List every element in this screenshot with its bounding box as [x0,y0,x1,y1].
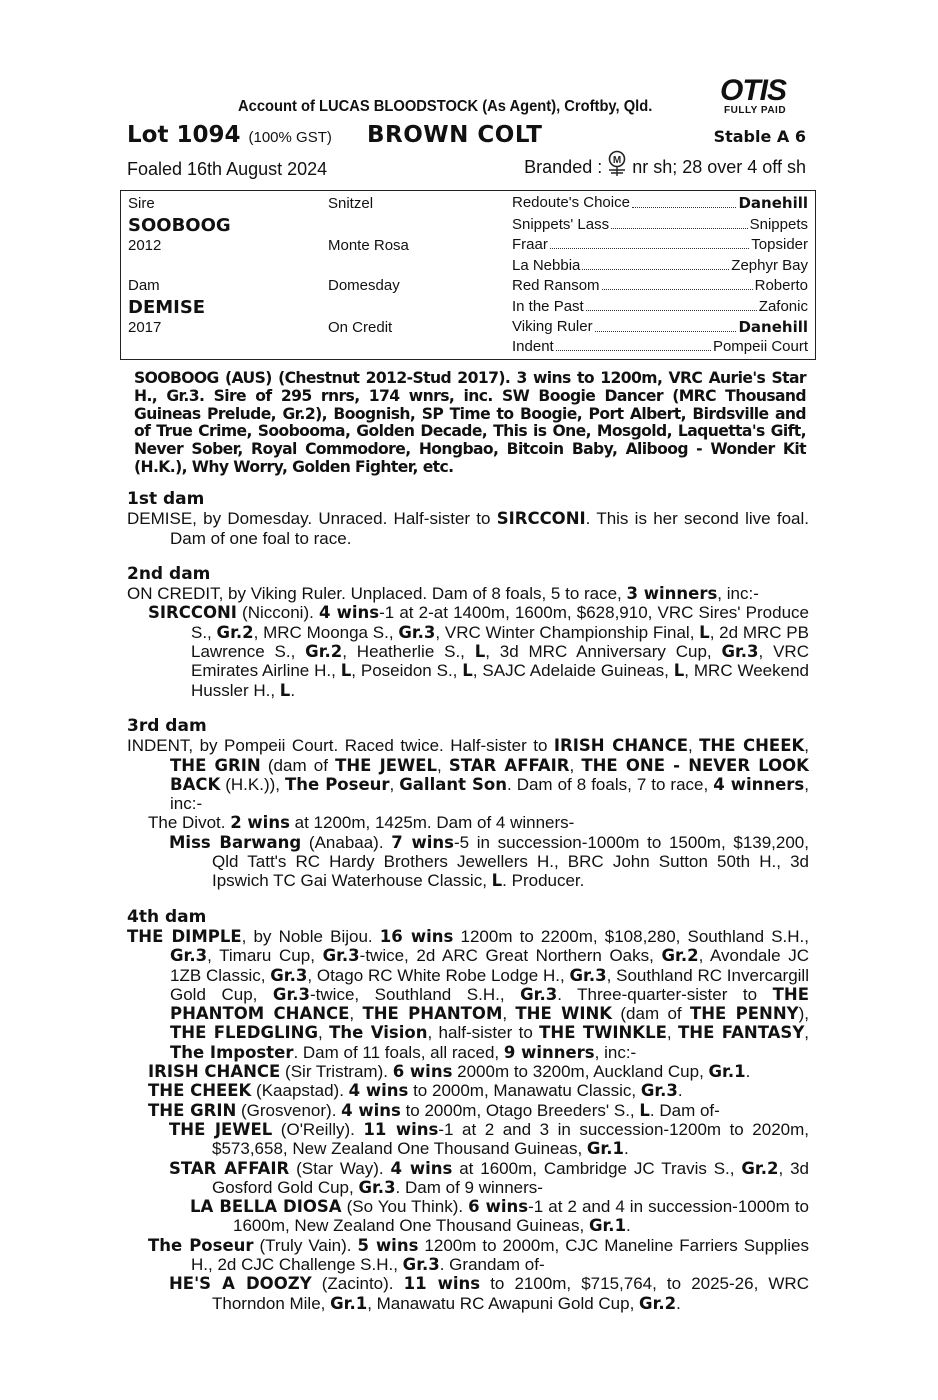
text: -1 at 2 and 4 in succession-1000m to 1600m, New Zealand One Thousand Guineas, [233,1197,810,1236]
text: to 2100m, $715,764, to 2025-26, WRC Thorndon Mile, [212,1274,809,1313]
otis-fully-paid: FULLY PAID [724,105,787,116]
g3-sire: Snippets [749,216,808,233]
section-heading: 1st dam [127,489,205,509]
bold-text: THE TWINKLE [539,1023,667,1043]
text: . This is her second live foal. Dam of one foal to race. [170,509,809,548]
bold-text: THE PHANTOM [362,1004,503,1024]
text: . Three-quarter-sister to [557,984,773,1004]
bold-text: IRISH CHANCE [553,736,688,756]
bold-text: Gr.3 [272,984,310,1004]
g3-dam: Snippets' Lass [512,216,610,233]
text: , [569,755,582,775]
bold-text: THE CHEEK [699,736,805,756]
bold-text: 2 wins [230,813,290,833]
pedigree-entry [127,1120,809,1159]
text: ), [798,1004,809,1024]
pedigree-g3-row [512,277,808,294]
vendor-account: Account of LUCAS BLOODSTOCK (As Agent), Croftby, Qld. [238,98,653,115]
text: , 3d Gosford Gold Cup, [212,1158,809,1197]
text: , Heatherlie S., [342,642,475,662]
text: , [687,736,700,756]
pedigree-g3-row [512,318,808,336]
leader-dots [602,277,753,290]
pedigree-entry [127,1159,809,1198]
bold-text: Gr.3 [569,965,607,985]
text: , 2d MRC PB Lawrence S., [191,622,809,662]
bold-text: 4 wins [390,1158,453,1178]
text: . [677,1081,683,1101]
pedigree-entry [127,1197,809,1236]
leader-dots [595,318,737,332]
pedigree-entry [127,1236,809,1275]
lot-heading [127,122,809,152]
bold-text: The Poseur [285,774,390,794]
bold-text: Gr.3 [520,984,558,1004]
g3-sire: Roberto [754,277,808,294]
bold-text: L [340,661,352,681]
section-heading: 4th dam [127,906,207,927]
bold-text: 5 wins [357,1235,419,1255]
text: -1 at 2 and 3 in succession-1200m to 2020m, $573,658, New Zealand One Thousand Guineas, [212,1119,809,1159]
text: 1200m to 2200m, $108,280, Southland S.H., [453,926,809,946]
section-heading: 2nd dam [127,563,211,584]
g3-dam: La Nebbia [512,257,581,274]
g3-dam: Fraar [512,236,548,253]
bold-text: Gr.2 [639,1293,677,1313]
bold-text: L [673,661,685,681]
bold-text: SIRCCONI [496,509,586,529]
bold-text: 11 wins [363,1119,439,1139]
pedigree-entry [127,927,809,1062]
text: (Kaapstad). [251,1081,349,1101]
bold-text: The Poseur [148,1235,254,1255]
bold-text: THE GRIN [170,755,261,775]
dam-year: 2017 [128,319,162,336]
bold-text: L [462,661,473,681]
text: . Grandam of- [439,1254,545,1274]
bold-text: 6 wins [392,1062,453,1082]
text: , Otago RC White Robe Lodge H., [307,965,570,985]
bold-text: Miss Barwang [169,832,302,852]
bold-text: L [474,642,486,662]
g3-sire: Danehill [738,318,808,336]
bold-text: 6 wins [468,1197,529,1217]
text: , Avondale JC 1ZB Classic, [170,946,809,985]
text: -1 at 2-at 1400m, 1600m, $628,910, VRC Sires' Produce S., [191,603,809,642]
g3-dam: Indent [512,338,554,355]
text: (O'Reilly). [272,1119,364,1139]
bold-text: LA BELLA DIOSA [190,1197,342,1217]
bold-text: 4 wins [318,603,380,623]
bold-text: Gr.3 [721,642,759,662]
sire-name: SOOBOOG [128,215,231,236]
horse-description: BROWN COLT [367,122,543,148]
text: (Anabaa). [301,832,392,852]
granddam-sire-side: Monte Rosa [328,237,409,254]
bold-text: Gallant Son [399,774,507,794]
g3-sire: Zephyr Bay [731,257,808,274]
bold-text: THE PHANTOM CHANCE [170,984,809,1024]
text: , SAJC Adelaide Guineas, [472,661,674,681]
text: (dam of [260,755,336,775]
pedigree-entry [127,813,809,832]
pedigree-entry [127,1101,809,1120]
text: , VRC Winter Championship Final, [435,622,700,642]
bold-text: Gr.1 [330,1293,368,1313]
g3-dam: Red Ransom [512,277,600,294]
pedigree-body [127,490,809,1313]
leader-dots [586,298,757,311]
text: to 2000m, Manawatu Classic, [408,1081,641,1101]
text: (H.K.)), [220,774,285,794]
bold-text: SIRCCONI [148,603,237,623]
text: , by Noble Bijou. [241,926,380,946]
bold-text: THE DIMPLE [127,926,242,946]
svg-text:M: M [613,155,622,166]
bold-text: THE ONE - NEVER LOOK BACK [170,755,809,794]
dam-name: DEMISE [128,297,206,318]
text: , Southland RC Invercargill Gold Cup, [170,965,809,1004]
text: , [666,1023,678,1043]
bold-text: THE PENNY [689,1004,799,1024]
text: , half-sister to [427,1023,540,1043]
leader-dots [632,194,737,208]
bold-text: Gr.3 [322,946,360,966]
text: , [502,1004,516,1024]
pedigree-entry [127,1081,809,1100]
pedigree-entry [127,833,809,891]
brand-mark-icon [605,150,629,178]
bold-text: 4 winners [713,774,805,794]
bold-text: THE GRIN [148,1100,237,1120]
text: -twice, 2d ARC Great Northern Oaks, [359,946,662,966]
text: . [745,1062,751,1082]
bold-text: L [639,1100,650,1120]
bold-text: 4 wins [341,1100,401,1120]
text: . Dam of- [649,1100,720,1120]
bold-text: HE'S A DOOZY [169,1274,312,1294]
text: (Grosvenor). [236,1100,342,1120]
text: . Producer. [502,871,585,891]
g3-dam: In the Past [512,298,584,315]
text: , Poseidon S., [351,661,463,681]
text: . [290,680,296,700]
bold-text: L [279,680,291,700]
bold-text: The Imposter [170,1042,294,1062]
text: . Dam of 8 foals, 7 to race, [506,774,714,794]
dam-sire: Domesday [328,277,400,294]
lot-number: Lot 1094 (100% GST) [127,122,332,148]
pedigree-entry [127,1274,809,1313]
bold-text: Gr.1 [588,1216,627,1236]
text: , [804,1023,809,1043]
pedigree-g3-row [512,216,808,233]
foaled-date: Foaled 16th August 2024 [127,159,328,179]
pedigree-g3-row [512,338,808,355]
bold-text: Gr.3 [170,946,208,966]
text: . Dam of 9 winners- [395,1177,543,1197]
bold-text: The Vision [329,1023,428,1043]
text: (dam of [612,1004,690,1024]
text: . [623,1139,629,1159]
bold-text: 7 wins [391,832,454,852]
sire-year: 2012 [128,237,162,254]
leader-dots [556,338,711,351]
text: , VRC Emirates Airline H., [191,642,809,681]
dam-label: Dam [128,277,160,294]
text: to 2000m, Otago Breeders' S., [400,1100,640,1120]
text: -twice, Southland S.H., [310,984,521,1004]
bold-text: L [491,871,503,891]
g3-sire: Danehill [738,194,808,212]
bold-text: THE FLEDGLING [170,1023,319,1043]
bold-text: THE FANTASY [678,1023,805,1043]
text: at 1200m, 1425m. Dam of 4 winners- [289,813,575,833]
text: . [676,1293,681,1313]
bold-text: Gr.3 [402,1254,440,1274]
text: , [389,774,400,794]
bold-text: Gr.3 [640,1081,678,1101]
bold-text: STAR AFFAIR [169,1158,290,1178]
text: , [804,736,809,756]
bold-text: STAR AFFAIR [448,755,570,775]
text: The Divot. [148,813,231,833]
leader-dots [550,236,749,249]
bold-text: THE JEWEL [169,1119,273,1139]
g3-dam: Redoute's Choice [512,194,630,211]
sire-label: Sire [128,195,155,212]
text: 1200m to 2000m, CJC Maneline Farriers Supplies H., 2d CJC Challenge S.H., [191,1235,810,1274]
bold-text: Gr.2 [741,1158,779,1178]
pedigree-entry [127,736,809,813]
bold-text: Gr.1 [708,1062,746,1082]
pedigree-entry [127,1062,809,1081]
g3-sire: Zafonic [758,298,808,315]
text: (Star Way). [289,1158,391,1178]
text: , inc:- [717,584,759,604]
text: (Zacinto). [311,1274,404,1294]
bold-text: THE CHEEK [148,1081,252,1101]
sire-summary: SOOBOOG (AUS) (Chestnut 2012-Stud 2017). 3 wins to 1200m, VRC Aurie's Star H., Gr.3. Sire of 295 rnrs, 174 wnrs, inc. SW Boogie Dancer (MRC Thousand Guineas Prelude, Gr.2), Boognish, SP Time to Boogie, Port Albert, Birdsville and of True Crime, Soobooma, Golden Decade, This is One, Mosgold, Laquetta's Gift, Never Sober, Royal Commodore, Hongbao, Bitcoin Baby, Aliboog - Wonder Kit (H.K.), Why Worry, Golden Fighter, etc. [134,369,806,476]
text: , MRC Weekend Hussler H., [191,661,809,700]
stable-location: Stable A 6 [713,127,806,146]
bold-text: L [699,622,710,642]
bold-text: Gr.3 [398,622,436,642]
bold-text: 9 winners [503,1042,595,1062]
text: , inc:- [594,1042,637,1062]
pedigree-entry [127,584,809,603]
dam-dam: On Credit [328,319,393,336]
text: (Sir Tristram). [280,1062,393,1082]
pedigree-entry [127,509,809,548]
text: (So You Think). [341,1197,469,1217]
text: , Timaru Cup, [207,946,323,966]
text: INDENT, by Pompeii Court. Raced twice. Half-sister to [127,736,554,756]
grandsire: Snitzel [328,195,374,212]
section-heading: 3rd dam [127,715,207,736]
bold-text: Gr.2 [305,642,343,662]
text: (Truly Vain). [253,1235,358,1255]
bold-text: Gr.2 [661,946,699,966]
leader-dots [582,257,729,270]
pedigree-g3-row [512,236,808,253]
text: 2000m to 3200m, Auckland Cup, [452,1062,709,1082]
bold-text: 11 wins [403,1274,481,1294]
bold-text: THE JEWEL [335,755,438,775]
text: , Manawatu RC Awapuni Gold Cup, [367,1293,640,1313]
pedigree-table [120,190,816,360]
text: -5 in succession-1000m to 1500m, $139,200, Qld Tatt's RC Hardy Brothers Jewellers H., BRC John Sutton 50th H., 3d Ipswich TC Gai Waterhouse Classic, [212,832,809,891]
g3-sire: Pompeii Court [712,338,808,355]
text: , [318,1023,330,1043]
text: , [349,1004,363,1024]
text: at 1600m, Cambridge JC Travis S., [452,1158,742,1178]
bold-text: THE WINK [515,1004,613,1024]
bold-text: 4 wins [348,1081,409,1101]
g3-dam: Viking Ruler [512,318,593,335]
pedigree-g3-row [512,257,808,274]
leader-dots [611,216,748,229]
bold-text: Gr.3 [270,965,308,985]
text: (Nicconi). [236,603,319,623]
text: , 3d MRC Anniversary Cup, [485,642,722,662]
pedigree-entry [127,603,809,699]
bold-text: Gr.2 [216,622,254,642]
g3-sire: Topsider [751,236,808,253]
bold-text: 16 wins [379,926,454,946]
text: , MRC Moonga S., [253,622,399,642]
bold-text: 3 winners [626,584,718,604]
otis-logo-icon: OTIS [720,74,787,107]
text: DEMISE, by Domesday. Unraced. Half-sister to [127,509,497,529]
text: ON CREDIT, by Viking Ruler. Unplaced. Dam of 8 foals, 5 to race, [127,584,627,604]
text: . [626,1216,631,1236]
pedigree-g3-row [512,194,808,212]
bold-text: Gr.3 [358,1177,396,1197]
text: , inc:- [170,774,809,814]
pedigree-g3-row [512,298,808,315]
bold-text: Gr.1 [586,1139,624,1159]
bold-text: IRISH CHANCE [148,1062,281,1082]
text: . Dam of 11 foals, all raced, [293,1042,504,1062]
gst-note: (100% GST) [248,129,332,146]
otis-badge [720,76,804,116]
text: , [437,755,449,775]
branded-info: Branded : M nr sh; 28 over 4 off sh [524,150,806,178]
